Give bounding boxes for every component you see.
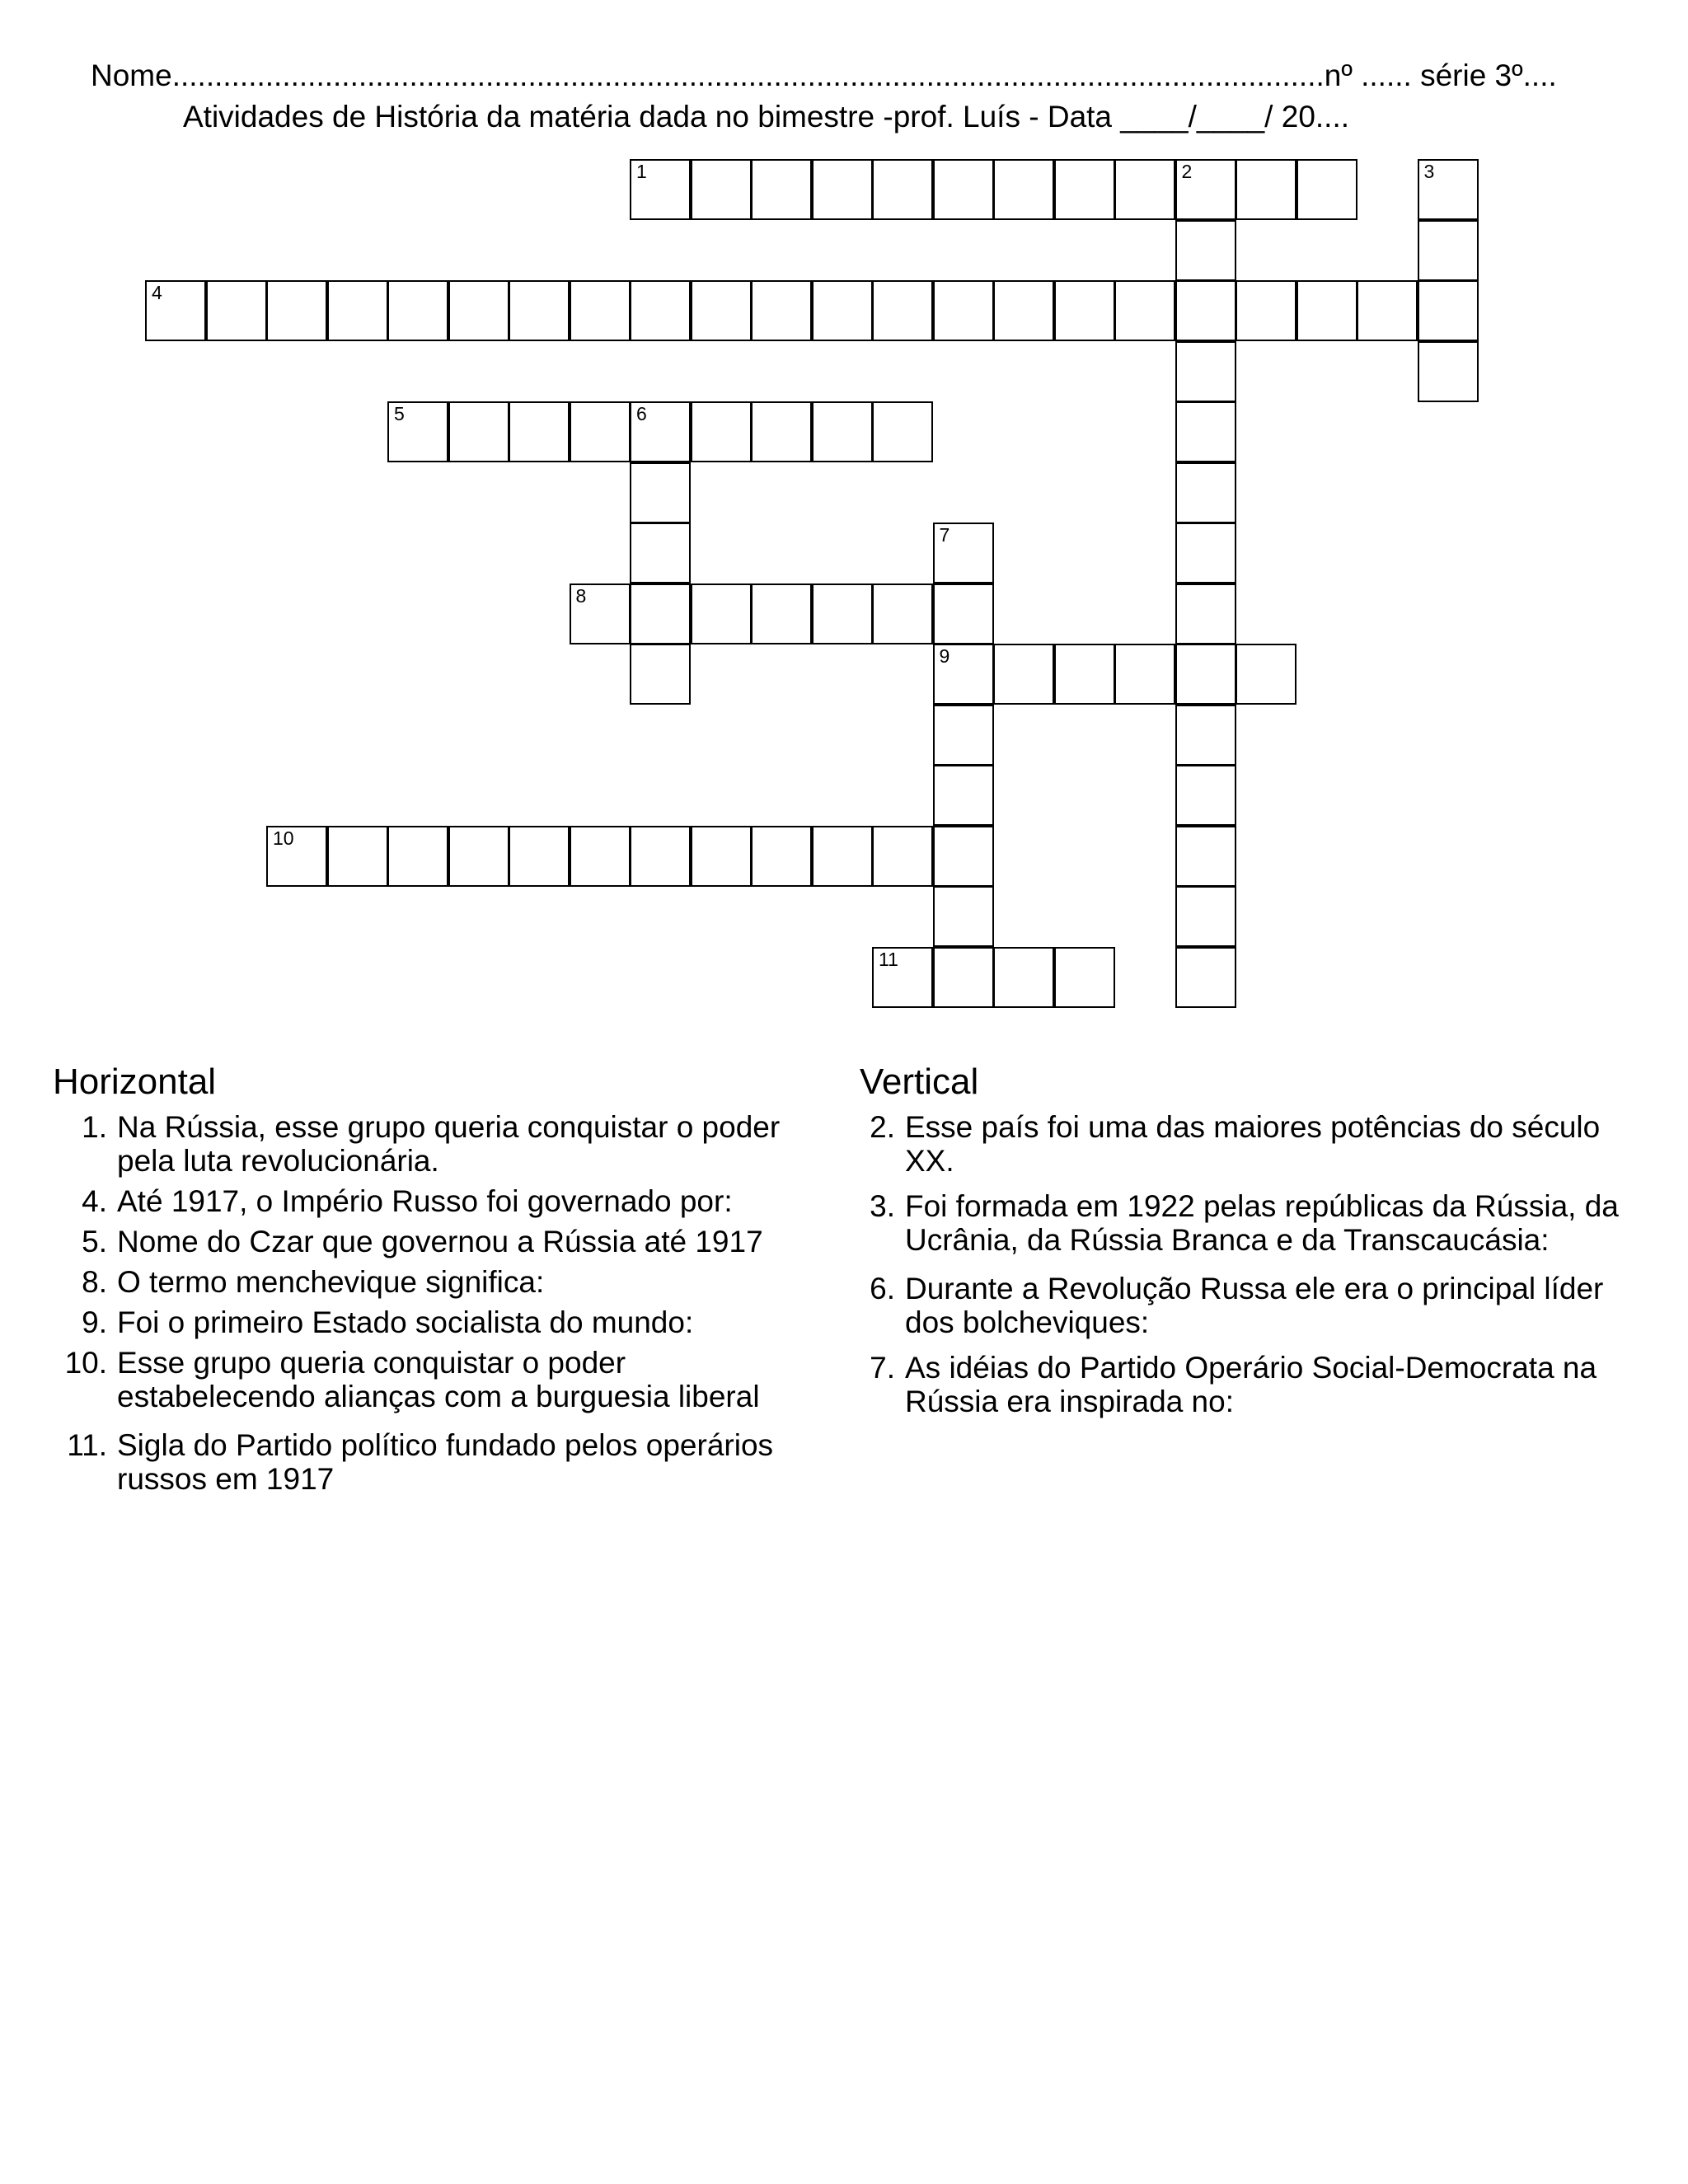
crossword-cell[interactable] <box>872 401 933 462</box>
crossword-cell[interactable] <box>691 280 752 341</box>
crossword-cell[interactable] <box>691 159 752 220</box>
crossword-cell[interactable] <box>751 159 812 220</box>
clue-item <box>53 1428 795 1496</box>
crossword-cell[interactable] <box>872 583 933 644</box>
crossword-cell[interactable] <box>933 705 994 766</box>
crossword-cell[interactable] <box>691 583 752 644</box>
crossword-cell[interactable] <box>872 280 933 341</box>
clue-text: Foi formada em 1922 pelas repúblicas da Rússia, da Ucrânia, da Rússia Branca e da Transcaucásia: <box>905 1189 1619 1257</box>
crossword-cell[interactable] <box>872 159 933 220</box>
crossword-cell[interactable] <box>1175 401 1236 462</box>
crossword-cell[interactable] <box>1418 341 1479 402</box>
crossword-cell[interactable] <box>933 886 994 947</box>
crossword-cell[interactable] <box>1175 462 1236 523</box>
crossword-cell[interactable] <box>1114 280 1175 341</box>
clue-item <box>53 1184 795 1218</box>
crossword-cell[interactable] <box>1296 280 1357 341</box>
clue-text: Durante a Revolução Russa ele era o principal líder dos bolcheviques: <box>905 1272 1604 1339</box>
crossword-cell[interactable] <box>266 280 327 341</box>
crossword-cell[interactable] <box>812 401 873 462</box>
crossword-cell[interactable] <box>1175 765 1236 826</box>
clue-number-label: 10 <box>273 827 294 849</box>
crossword-cell[interactable] <box>993 644 1054 705</box>
crossword-cell[interactable] <box>933 644 994 705</box>
crossword-cell[interactable] <box>751 401 812 462</box>
crossword-cell[interactable] <box>933 159 994 220</box>
crossword-cell[interactable] <box>630 644 691 705</box>
crossword-cell[interactable] <box>1175 523 1236 583</box>
clue-number: 6. <box>870 1272 895 1305</box>
clue-number-label: 1 <box>636 161 647 182</box>
clue-number: 9. <box>82 1305 107 1339</box>
crossword-cell[interactable] <box>387 826 448 887</box>
clue-number-label: 2 <box>1181 161 1193 182</box>
crossword-cell[interactable] <box>1175 644 1236 705</box>
crossword-cell[interactable] <box>448 280 509 341</box>
clue-text: Até 1917, o Império Russo foi governado por: <box>117 1184 733 1218</box>
clue-number: 8. <box>82 1265 107 1299</box>
clue-number-label: 3 <box>1423 161 1435 182</box>
clue-number-label: 11 <box>879 948 898 970</box>
crossword-cell[interactable] <box>266 826 327 887</box>
clue-number: 3. <box>870 1189 895 1223</box>
crossword-cell[interactable] <box>630 583 691 644</box>
clue-number: 4. <box>82 1184 107 1218</box>
crossword-cell[interactable] <box>1236 644 1296 705</box>
crossword-cell[interactable] <box>812 826 873 887</box>
crossword-cell[interactable] <box>1175 583 1236 644</box>
clue-item <box>53 1305 795 1339</box>
clue-number-label: 9 <box>939 645 950 667</box>
crossword-cell[interactable] <box>993 947 1054 1008</box>
crossword-cell[interactable] <box>1418 159 1479 220</box>
crossword-cell[interactable] <box>691 401 752 462</box>
crossword-cell[interactable] <box>570 583 631 644</box>
crossword-cell[interactable] <box>327 826 388 887</box>
crossword-cell[interactable] <box>1175 826 1236 887</box>
clue-number-label: 6 <box>636 403 647 424</box>
clue-number: 7. <box>870 1351 895 1385</box>
crossword-cell[interactable] <box>630 826 691 887</box>
crossword-cell[interactable] <box>933 280 994 341</box>
crossword-cell[interactable] <box>1236 159 1296 220</box>
crossword-cell[interactable] <box>933 947 994 1008</box>
crossword-cell[interactable] <box>327 280 388 341</box>
crossword-cell[interactable] <box>509 280 570 341</box>
crossword-cell[interactable] <box>1054 159 1115 220</box>
crossword-cell[interactable] <box>751 280 812 341</box>
crossword-cell[interactable] <box>812 159 873 220</box>
crossword-cell[interactable] <box>630 462 691 523</box>
clue-text: Esse grupo queria conquistar o poder estabelecendo alianças com a burguesia liberal <box>117 1346 760 1413</box>
student-info-line: Nome........................................................................................................................................nº ...... série 3º.... <box>91 59 1557 92</box>
crossword-cell[interactable] <box>448 401 509 462</box>
crossword-cell[interactable] <box>630 401 691 462</box>
vertical-clue-list <box>841 1110 1624 1425</box>
clue-text: Na Rússia, esse grupo queria conquistar o poder pela luta revolucionária. <box>117 1110 781 1178</box>
crossword-cell[interactable] <box>1296 159 1357 220</box>
crossword-cell[interactable] <box>1114 644 1175 705</box>
crossword-cell[interactable] <box>630 280 691 341</box>
clue-number-label: 8 <box>575 584 587 607</box>
crossword-cell[interactable] <box>1418 220 1479 281</box>
crossword-cell[interactable] <box>872 947 933 1008</box>
crossword-cell[interactable] <box>812 280 873 341</box>
crossword-cell[interactable] <box>751 583 812 644</box>
clue-item <box>53 1265 795 1299</box>
crossword-grid <box>0 0 1688 1022</box>
crossword-cell[interactable] <box>1054 947 1115 1008</box>
crossword-cell[interactable] <box>1175 159 1236 220</box>
crossword-cell[interactable] <box>387 401 448 462</box>
horizontal-title: Horizontal <box>53 1062 217 1102</box>
crossword-cell[interactable] <box>570 401 631 462</box>
crossword-cell[interactable] <box>570 826 631 887</box>
clue-number-label: 4 <box>152 282 162 303</box>
clue-item <box>53 1110 795 1178</box>
crossword-cell[interactable] <box>751 826 812 887</box>
crossword-cell[interactable] <box>691 826 752 887</box>
clue-item <box>841 1189 1624 1257</box>
clue-text: Esse país foi uma das maiores potências do século XX. <box>905 1110 1601 1178</box>
crossword-cell[interactable] <box>448 826 509 887</box>
vertical-title: Vertical <box>860 1062 979 1102</box>
clue-text: Sigla do Partido político fundado pelos operários russos em 1917 <box>117 1428 774 1496</box>
crossword-cell[interactable] <box>1175 886 1236 947</box>
crossword-cell[interactable] <box>993 280 1054 341</box>
crossword-cell[interactable] <box>509 826 570 887</box>
clue-item <box>841 1351 1624 1418</box>
clue-text: As idéias do Partido Operário Social-Democrata na Rússia era inspirada no: <box>905 1351 1597 1418</box>
crossword-cell[interactable] <box>206 280 267 341</box>
crossword-cell[interactable] <box>1175 705 1236 766</box>
clue-number-label: 5 <box>394 403 405 424</box>
crossword-cell[interactable] <box>387 280 448 341</box>
crossword-cell[interactable] <box>509 401 570 462</box>
crossword-cell[interactable] <box>1175 341 1236 402</box>
crossword-cell[interactable] <box>933 826 994 887</box>
crossword-cell[interactable] <box>1418 280 1479 341</box>
crossword-cell[interactable] <box>933 523 994 583</box>
horizontal-clue-list <box>53 1110 795 1502</box>
clue-number: 2. <box>870 1110 895 1144</box>
activity-subtitle: Atividades de História da matéria dada no bimestre -prof. Luís - Data ____/____/ 20.... <box>183 100 1350 134</box>
clue-number: 10. <box>64 1346 107 1380</box>
crossword-cell[interactable] <box>630 159 691 220</box>
crossword-cell[interactable] <box>1175 220 1236 281</box>
crossword-cell[interactable] <box>933 583 994 644</box>
crossword-cell[interactable] <box>570 280 631 341</box>
clue-item <box>841 1110 1624 1178</box>
clue-item <box>841 1272 1624 1339</box>
clue-number: 5. <box>82 1225 107 1258</box>
crossword-cell[interactable] <box>145 280 206 341</box>
crossword-cell[interactable] <box>1054 280 1115 341</box>
crossword-cell[interactable] <box>993 159 1054 220</box>
clue-text: O termo menchevique significa: <box>117 1265 545 1299</box>
clue-item <box>53 1346 795 1413</box>
clue-number: 1. <box>82 1110 107 1144</box>
crossword-cell[interactable] <box>1175 280 1236 341</box>
crossword-cell[interactable] <box>1175 947 1236 1008</box>
crossword-cell[interactable] <box>1236 280 1296 341</box>
clue-number-label: 7 <box>939 524 950 546</box>
crossword-cell[interactable] <box>933 765 994 826</box>
clue-number: 11. <box>67 1428 107 1462</box>
crossword-cell[interactable] <box>1357 280 1418 341</box>
clue-item <box>53 1225 795 1258</box>
clue-text: Foi o primeiro Estado socialista do mundo: <box>117 1305 694 1339</box>
crossword-cell[interactable] <box>872 826 933 887</box>
crossword-cell[interactable] <box>630 523 691 583</box>
clue-text: Nome do Czar que governou a Rússia até 1917 <box>117 1225 763 1258</box>
crossword-cell[interactable] <box>1054 644 1115 705</box>
crossword-cell[interactable] <box>1114 159 1175 220</box>
crossword-cell[interactable] <box>812 583 873 644</box>
